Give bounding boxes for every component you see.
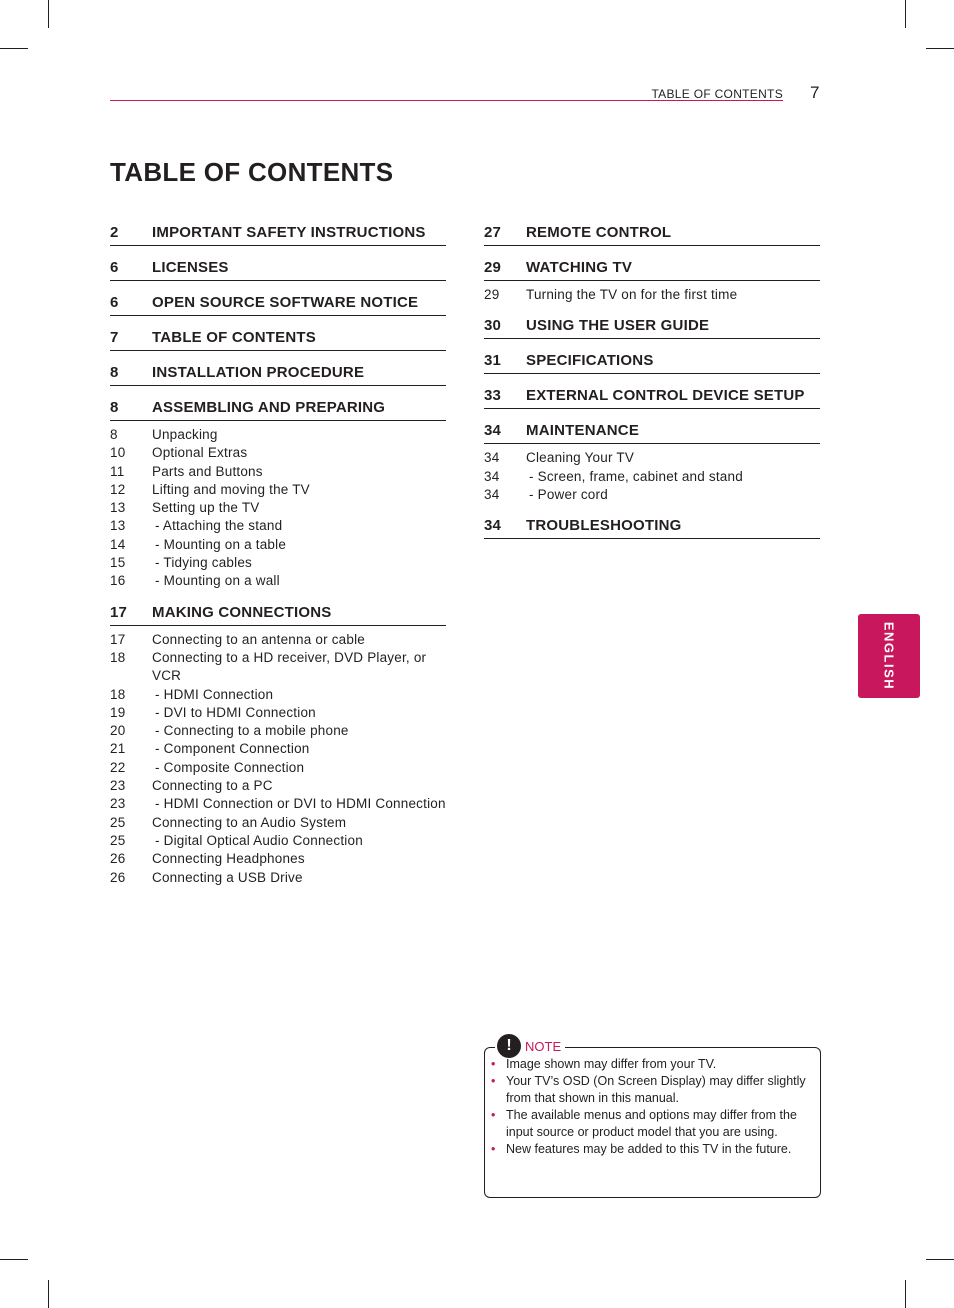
- bullet-icon: •: [491, 1074, 496, 1088]
- section-page-number: 33: [484, 387, 502, 405]
- section-title: USING THE USER GUIDE: [526, 317, 710, 335]
- item-text: - Connecting to a mobile phone: [155, 723, 349, 739]
- item-page-number: 11: [110, 463, 125, 479]
- item-text: Connecting to a PC: [152, 778, 273, 794]
- toc-section: [110, 364, 446, 386]
- section-title: WATCHING TV: [526, 259, 633, 276]
- note-item-text: New features may be added to this TV in the future.: [506, 1142, 792, 1156]
- toc-item: [110, 499, 446, 517]
- crop-mark: [48, 1280, 49, 1308]
- toc-section: [110, 329, 446, 351]
- item-page-number: 34: [484, 468, 500, 484]
- toc-subitem: [110, 554, 446, 572]
- language-tab-label: ENGLISH: [881, 621, 897, 691]
- running-header: TABLE OF CONTENTS: [651, 87, 783, 101]
- toc-section: [484, 317, 820, 339]
- toc-section-heading: [484, 422, 820, 444]
- item-page-number: 8: [110, 427, 118, 442]
- toc-right-column: [484, 224, 820, 552]
- section-page-number: 31: [484, 352, 502, 370]
- section-title: REMOTE CONTROL: [526, 224, 672, 241]
- toc-subitem: [484, 468, 820, 486]
- toc-section-heading: [110, 294, 446, 316]
- item-page-number: 23: [110, 796, 126, 812]
- item-page-number: 34: [484, 450, 500, 466]
- item-text: Cleaning Your TV: [526, 450, 635, 466]
- crop-mark: [905, 0, 906, 28]
- toc-section-heading: [110, 364, 446, 386]
- toc-section: [484, 422, 820, 504]
- note-item: [491, 1141, 810, 1158]
- crop-mark: [0, 1259, 28, 1260]
- item-page-number: 18: [110, 649, 126, 665]
- item-page-number: 20: [110, 723, 126, 739]
- page-number: 7: [810, 83, 820, 102]
- toc-section-heading: [110, 259, 446, 281]
- crop-mark: [48, 0, 49, 28]
- toc-item: [484, 449, 820, 467]
- toc-subitem: [110, 759, 446, 777]
- toc-section: [110, 604, 446, 887]
- toc-section: [110, 399, 446, 591]
- toc-item-list: [110, 631, 446, 887]
- item-page-number: 21: [110, 741, 126, 757]
- toc-section-heading: [484, 387, 820, 409]
- toc-subitem: [484, 486, 820, 504]
- section-page-number: 7: [110, 329, 119, 346]
- item-text: - HDMI Connection or DVI to HDMI Connection: [155, 796, 446, 812]
- item-text: - Composite Connection: [155, 759, 305, 775]
- item-page-number: 18: [110, 686, 126, 702]
- item-page-number: 29: [484, 287, 500, 302]
- toc-section: [484, 387, 820, 409]
- note-label: NOTE: [525, 1038, 562, 1054]
- item-text: Lifting and moving the TV: [152, 481, 310, 497]
- section-page-number: 6: [110, 294, 119, 311]
- item-page-number: 10: [110, 445, 126, 461]
- toc-section: [484, 352, 820, 374]
- item-page-number: 14: [110, 536, 126, 552]
- item-page-number: 17: [110, 631, 126, 647]
- toc-item: [110, 481, 446, 499]
- toc-subitem: [110, 536, 446, 554]
- section-title: OPEN SOURCE SOFTWARE NOTICE: [152, 294, 419, 311]
- section-page-number: 30: [484, 317, 502, 335]
- section-title: MAINTENANCE: [526, 422, 640, 440]
- section-page-number: 6: [110, 259, 119, 276]
- item-text: - DVI to HDMI Connection: [155, 704, 316, 720]
- item-text: - Mounting on a table: [155, 536, 287, 552]
- toc-item-list: [484, 286, 820, 304]
- item-text: Parts and Buttons: [152, 463, 263, 479]
- item-page-number: 22: [110, 759, 126, 775]
- toc-subitem: [110, 704, 446, 722]
- note-header: [495, 1034, 565, 1058]
- section-title: EXTERNAL CONTROL DEVICE SETUP: [526, 387, 805, 405]
- toc-item: [110, 426, 446, 444]
- section-title: LICENSES: [152, 259, 229, 276]
- item-text: - Power cord: [529, 486, 608, 502]
- item-text: - Digital Optical Audio Connection: [155, 832, 363, 848]
- toc-section-heading: [484, 317, 820, 339]
- section-title: MAKING CONNECTIONS: [152, 603, 332, 621]
- section-title: SPECIFICATIONS: [526, 352, 654, 370]
- section-title: TROUBLESHOOTING: [526, 517, 682, 535]
- note-list: [491, 1056, 810, 1158]
- page-title: TABLE OF CONTENTS: [110, 157, 394, 187]
- toc-item-list: [110, 426, 446, 591]
- toc-item: [110, 814, 446, 832]
- item-text: Connecting to an antenna or cable: [152, 631, 366, 647]
- toc-section: [484, 517, 820, 539]
- item-text: - HDMI Connection: [155, 686, 274, 702]
- toc-section-heading: [484, 352, 820, 374]
- item-text: - Tidying cables: [155, 555, 252, 571]
- note-item-text: Image shown may differ from your TV.: [506, 1057, 717, 1071]
- item-page-number: 13: [110, 500, 126, 516]
- note-item-text: Your TV’s OSD (On Screen Display) may differ slightly from that shown in this manual.: [506, 1074, 806, 1105]
- item-page-number: 26: [110, 869, 126, 885]
- item-page-number: 16: [110, 573, 126, 589]
- item-text: Setting up the TV: [152, 500, 260, 516]
- item-text: Connecting a USB Drive: [152, 869, 303, 885]
- toc-section-heading: [110, 399, 446, 421]
- item-page-number: 26: [110, 851, 126, 867]
- section-title: ASSEMBLING AND PREPARING: [152, 399, 386, 416]
- section-page-number: 34: [484, 422, 502, 440]
- item-text: - Attaching the stand: [155, 518, 283, 534]
- toc-item: [110, 631, 446, 649]
- item-page-number: 19: [110, 704, 126, 720]
- section-page-number: 8: [110, 399, 119, 416]
- item-page-number: 13: [110, 518, 126, 534]
- toc-section: [110, 224, 446, 246]
- section-page-number: 2: [110, 224, 119, 241]
- section-title: INSTALLATION PROCEDURE: [152, 364, 365, 381]
- item-page-number: 23: [110, 778, 126, 794]
- item-text: Connecting Headphones: [152, 851, 305, 867]
- toc-subitem: [110, 740, 446, 758]
- note-item-text: The available menus and options may differ from the input source or product model that you are using.: [506, 1108, 797, 1139]
- toc-subitem: [110, 832, 446, 850]
- section-title: IMPORTANT SAFETY INSTRUCTIONS: [152, 224, 426, 241]
- toc-section-heading: [484, 517, 820, 539]
- item-text: Optional Extras: [152, 445, 248, 461]
- toc-section: [110, 259, 446, 281]
- toc-item: [110, 850, 446, 868]
- item-page-number: 25: [110, 832, 126, 848]
- crop-mark: [926, 48, 954, 49]
- toc-left-column: [110, 224, 446, 900]
- section-title: TABLE OF CONTENTS: [152, 329, 316, 346]
- toc-subitem: [110, 572, 446, 590]
- crop-mark: [0, 48, 28, 49]
- item-page-number: 12: [110, 481, 126, 497]
- section-page-number: 27: [484, 224, 502, 241]
- item-text: Turning the TV on for the first time: [526, 287, 738, 302]
- crop-mark: [926, 1259, 954, 1260]
- toc-item-list: [484, 449, 820, 504]
- bullet-icon: •: [491, 1057, 496, 1071]
- toc-subitem: [110, 517, 446, 535]
- toc-subitem: [110, 722, 446, 740]
- bullet-icon: •: [491, 1108, 496, 1122]
- section-page-number: 34: [484, 517, 502, 535]
- section-page-number: 29: [484, 259, 502, 276]
- item-text: - Component Connection: [155, 741, 310, 757]
- note-item: [491, 1107, 810, 1141]
- toc-item: [110, 869, 446, 887]
- toc-subitem: [110, 686, 446, 704]
- toc-item: [110, 649, 446, 686]
- toc-subitem: [110, 795, 446, 813]
- toc-section-heading: [110, 604, 446, 626]
- toc-section-heading: [484, 259, 820, 281]
- section-page-number: 17: [110, 603, 128, 621]
- toc-section: [484, 224, 820, 246]
- toc-item: [484, 286, 820, 304]
- item-page-number: 25: [110, 814, 126, 830]
- item-text: Connecting to an Audio System: [152, 814, 347, 830]
- note-item: [491, 1073, 810, 1107]
- item-text: - Mounting on a wall: [155, 573, 280, 589]
- toc-item: [110, 777, 446, 795]
- note-box: [484, 1037, 821, 1198]
- toc-section: [110, 294, 446, 316]
- crop-mark: [905, 1280, 906, 1308]
- section-page-number: 8: [110, 364, 119, 381]
- toc-item: [110, 444, 446, 462]
- item-text: - Screen, frame, cabinet and stand: [529, 468, 743, 484]
- toc-section-heading: [484, 224, 820, 246]
- exclamation-icon: !: [497, 1034, 521, 1058]
- toc-item: [110, 463, 446, 481]
- item-text: Unpacking: [152, 427, 218, 442]
- item-text: Connecting to a HD receiver, DVD Player, or VCR: [152, 649, 427, 684]
- item-page-number: 34: [484, 486, 500, 502]
- toc-section: [484, 259, 820, 304]
- note-item: [491, 1056, 810, 1073]
- language-tab: [858, 614, 920, 698]
- item-page-number: 15: [110, 555, 126, 571]
- toc-section-heading: [110, 224, 446, 246]
- toc-section-heading: [110, 329, 446, 351]
- bullet-icon: •: [491, 1142, 496, 1156]
